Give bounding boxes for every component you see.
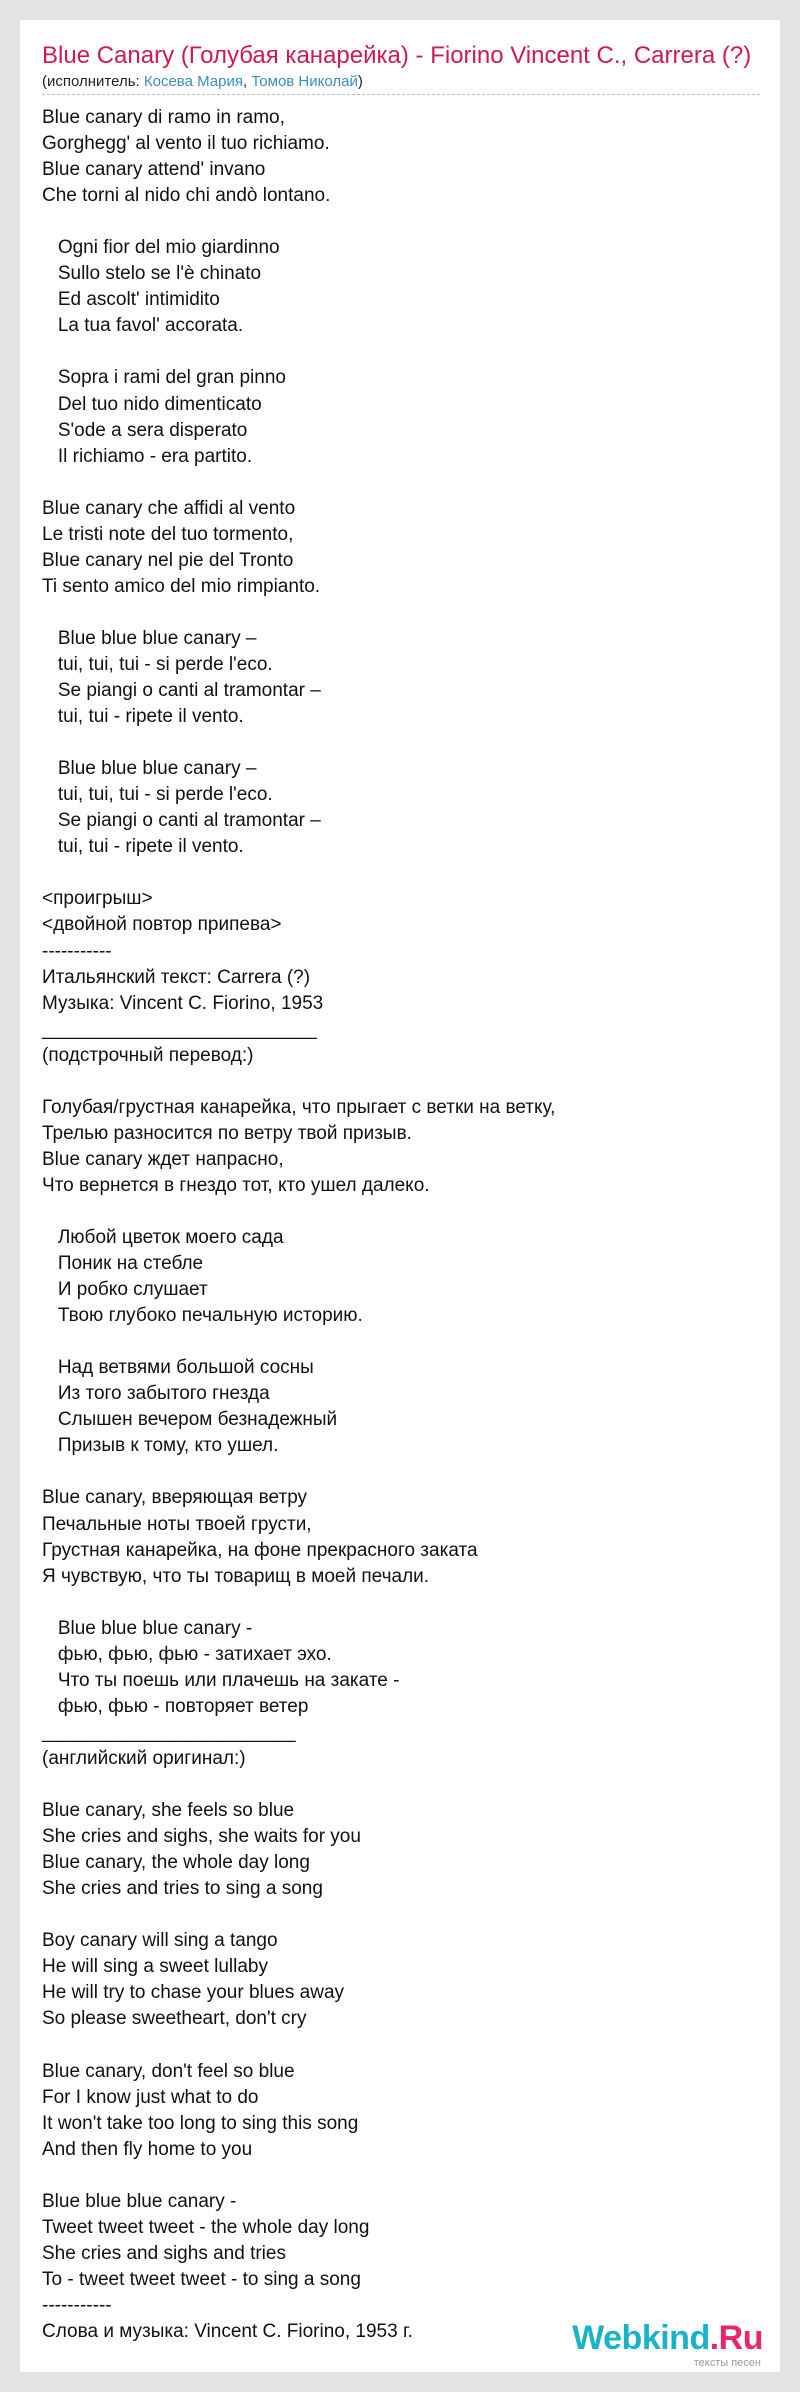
lyric-line: ________________________ xyxy=(42,1721,296,1743)
lyric-line: tui, tui, tui - si perde l'eco. xyxy=(42,653,273,675)
lyric-line: Il richiamo - era partito. xyxy=(42,445,253,467)
lyric-line: Слова и музыка: Vincent C. Fiorino, 1953 г. xyxy=(42,2320,413,2342)
logo-wordmark xyxy=(572,2319,763,2358)
lyric-line: S'ode a sera disperato xyxy=(42,419,248,441)
logo-tagline: тексты песен xyxy=(693,2357,761,2369)
lyric-line: Blue canary, don't feel so blue xyxy=(42,2060,295,2082)
lyric-line: <двойной повтор припева> xyxy=(42,914,282,936)
lyric-line: Gorghegg' al vento il tuo richiamo. xyxy=(42,133,330,155)
lyric-line: Слышен вечером безнадежный xyxy=(42,1409,338,1431)
lyric-line: Поник на стебле xyxy=(42,1253,204,1275)
lyric-line: Se piangi o canti al tramontar – xyxy=(42,680,321,702)
lyric-line: Se piangi o canti al tramontar – xyxy=(42,810,321,832)
lyric-line: Трелью разносится по ветру твой призыв. xyxy=(42,1122,412,1144)
lyric-line: Итальянский текст: Carrera (?) xyxy=(42,966,311,988)
lyric-line: Del tuo nido dimenticato xyxy=(42,393,262,415)
lyric-line: So please sweetheart, don't cry xyxy=(42,2008,307,2030)
performer-suffix: ) xyxy=(357,73,363,90)
lyric-line: Голубая/грустная канарейка, что прыгает с ветки на ветку, xyxy=(42,1096,556,1118)
performer-link[interactable]: Косева Мария xyxy=(143,73,243,90)
song-title: Blue Canary (Голубая канарейка) - Fiorino Vincent C., Carrera (?) xyxy=(42,42,752,69)
lyric-line: ----------- xyxy=(42,2294,112,2316)
lyric-line: Blue canary nel pie del Tronto xyxy=(42,549,294,571)
lyric-line: Твою глубоко печальную историю. xyxy=(42,1305,363,1327)
lyric-line: Blue canary, the whole day long xyxy=(42,1852,310,1874)
site-logo[interactable] xyxy=(572,2319,763,2369)
lyric-line: __________________________ xyxy=(42,1018,317,1040)
lyric-line: Blue canary, вверяющая ветру xyxy=(42,1487,308,1509)
performer-link[interactable]: Томов Николай xyxy=(251,73,358,90)
lyric-line: Ed ascolt' intimidito xyxy=(42,289,220,311)
performer-separator: , xyxy=(242,73,252,90)
lyric-line: And then fly home to you xyxy=(42,2138,253,2160)
lyric-line: Музыка: Vincent C. Fiorino, 1953 xyxy=(42,992,324,1014)
performer-line xyxy=(42,73,363,90)
header-divider xyxy=(42,94,760,95)
lyric-line: Любой цветок моего сада xyxy=(42,1227,284,1249)
lyric-line: Sopra i rami del gran pinno xyxy=(42,367,286,389)
lyric-line: She cries and sighs, she waits for you xyxy=(42,1826,361,1848)
lyric-line: Sullo stelo se l'è chinato xyxy=(42,263,262,285)
lyric-line: <проигрыш> xyxy=(42,888,153,910)
lyric-line: Из того забытого гнезда xyxy=(42,1383,270,1405)
lyric-line: He will try to chase your blues away xyxy=(42,1982,345,2004)
lyric-line: фью, фью, фью - затихает эхо. xyxy=(42,1643,332,1665)
lyric-line: Blue blue blue canary – xyxy=(42,758,257,780)
lyric-line: For I know just what to do xyxy=(42,2086,259,2108)
lyric-line: La tua favol' accorata. xyxy=(42,315,244,337)
lyrics-text xyxy=(42,105,762,2345)
lyric-line: Blue blue blue canary - xyxy=(42,1617,253,1639)
lyric-line: She cries and sighs and tries xyxy=(42,2242,286,2264)
lyric-line: He will sing a sweet lullaby xyxy=(42,1956,268,1978)
lyric-line: Blue canary che affidi al vento xyxy=(42,497,296,519)
lyric-line: Я чувствую, что ты товарищ в моей печали. xyxy=(42,1565,430,1587)
lyrics-page xyxy=(20,20,780,2372)
lyric-line: tui, tui - ripete il vento. xyxy=(42,706,244,728)
lyric-line: И робко слушает xyxy=(42,1279,208,1301)
lyric-line: Boy canary will sing a tango xyxy=(42,1930,278,1952)
lyric-line: Blue canary di ramo in ramo, xyxy=(42,107,285,128)
lyric-line: Ti sento amico del mio rimpianto. xyxy=(42,575,321,597)
lyric-line: She cries and tries to sing a song xyxy=(42,1878,323,1900)
lyric-line: Ogni fior del mio giardinno xyxy=(42,237,280,259)
lyric-line: (подстрочный перевод:) xyxy=(42,1044,254,1066)
lyric-line: Грустная канарейка, на фоне прекрасного заката xyxy=(42,1539,478,1561)
lyric-line: ----------- xyxy=(42,940,112,962)
lyric-line: Blue canary ждет напрасно, xyxy=(42,1148,284,1170)
lyric-line: Blue canary, she feels so blue xyxy=(42,1800,295,1822)
performer-prefix: (исполнитель: xyxy=(42,73,144,90)
lyric-line: tui, tui, tui - si perde l'eco. xyxy=(42,784,273,806)
lyric-line: Che torni al nido chi andò lontano. xyxy=(42,185,331,207)
lyric-line: (английский оригинал:) xyxy=(42,1747,246,1769)
lyric-line: Призыв к тому, кто ушел. xyxy=(42,1435,279,1457)
lyric-line: Tweet tweet tweet - the whole day long xyxy=(42,2216,370,2238)
lyric-line: Le tristi note del tuo tormento, xyxy=(42,523,294,545)
lyric-line: Blue canary attend' invano xyxy=(42,159,266,181)
logo-brand-main: Webkind xyxy=(572,2319,710,2357)
lyric-line: To - tweet tweet tweet - to sing a song xyxy=(42,2268,361,2290)
lyric-line: Что ты поешь или плачешь на закате - xyxy=(42,1669,400,1691)
lyric-line: Blue blue blue canary – xyxy=(42,627,257,649)
lyric-line: Что вернется в гнездо тот, кто ушел далеко. xyxy=(42,1174,430,1196)
logo-brand-suffix: .Ru xyxy=(709,2319,763,2357)
lyric-line: Печальные ноты твоей грусти, xyxy=(42,1513,312,1535)
lyric-line: Над ветвями большой сосны xyxy=(42,1357,314,1379)
lyric-line: tui, tui - ripete il vento. xyxy=(42,836,244,858)
lyric-line: Blue blue blue canary - xyxy=(42,2190,237,2212)
lyric-line: It won't take too long to sing this song xyxy=(42,2112,359,2134)
lyric-line: фью, фью - повторяет ветер xyxy=(42,1695,309,1717)
